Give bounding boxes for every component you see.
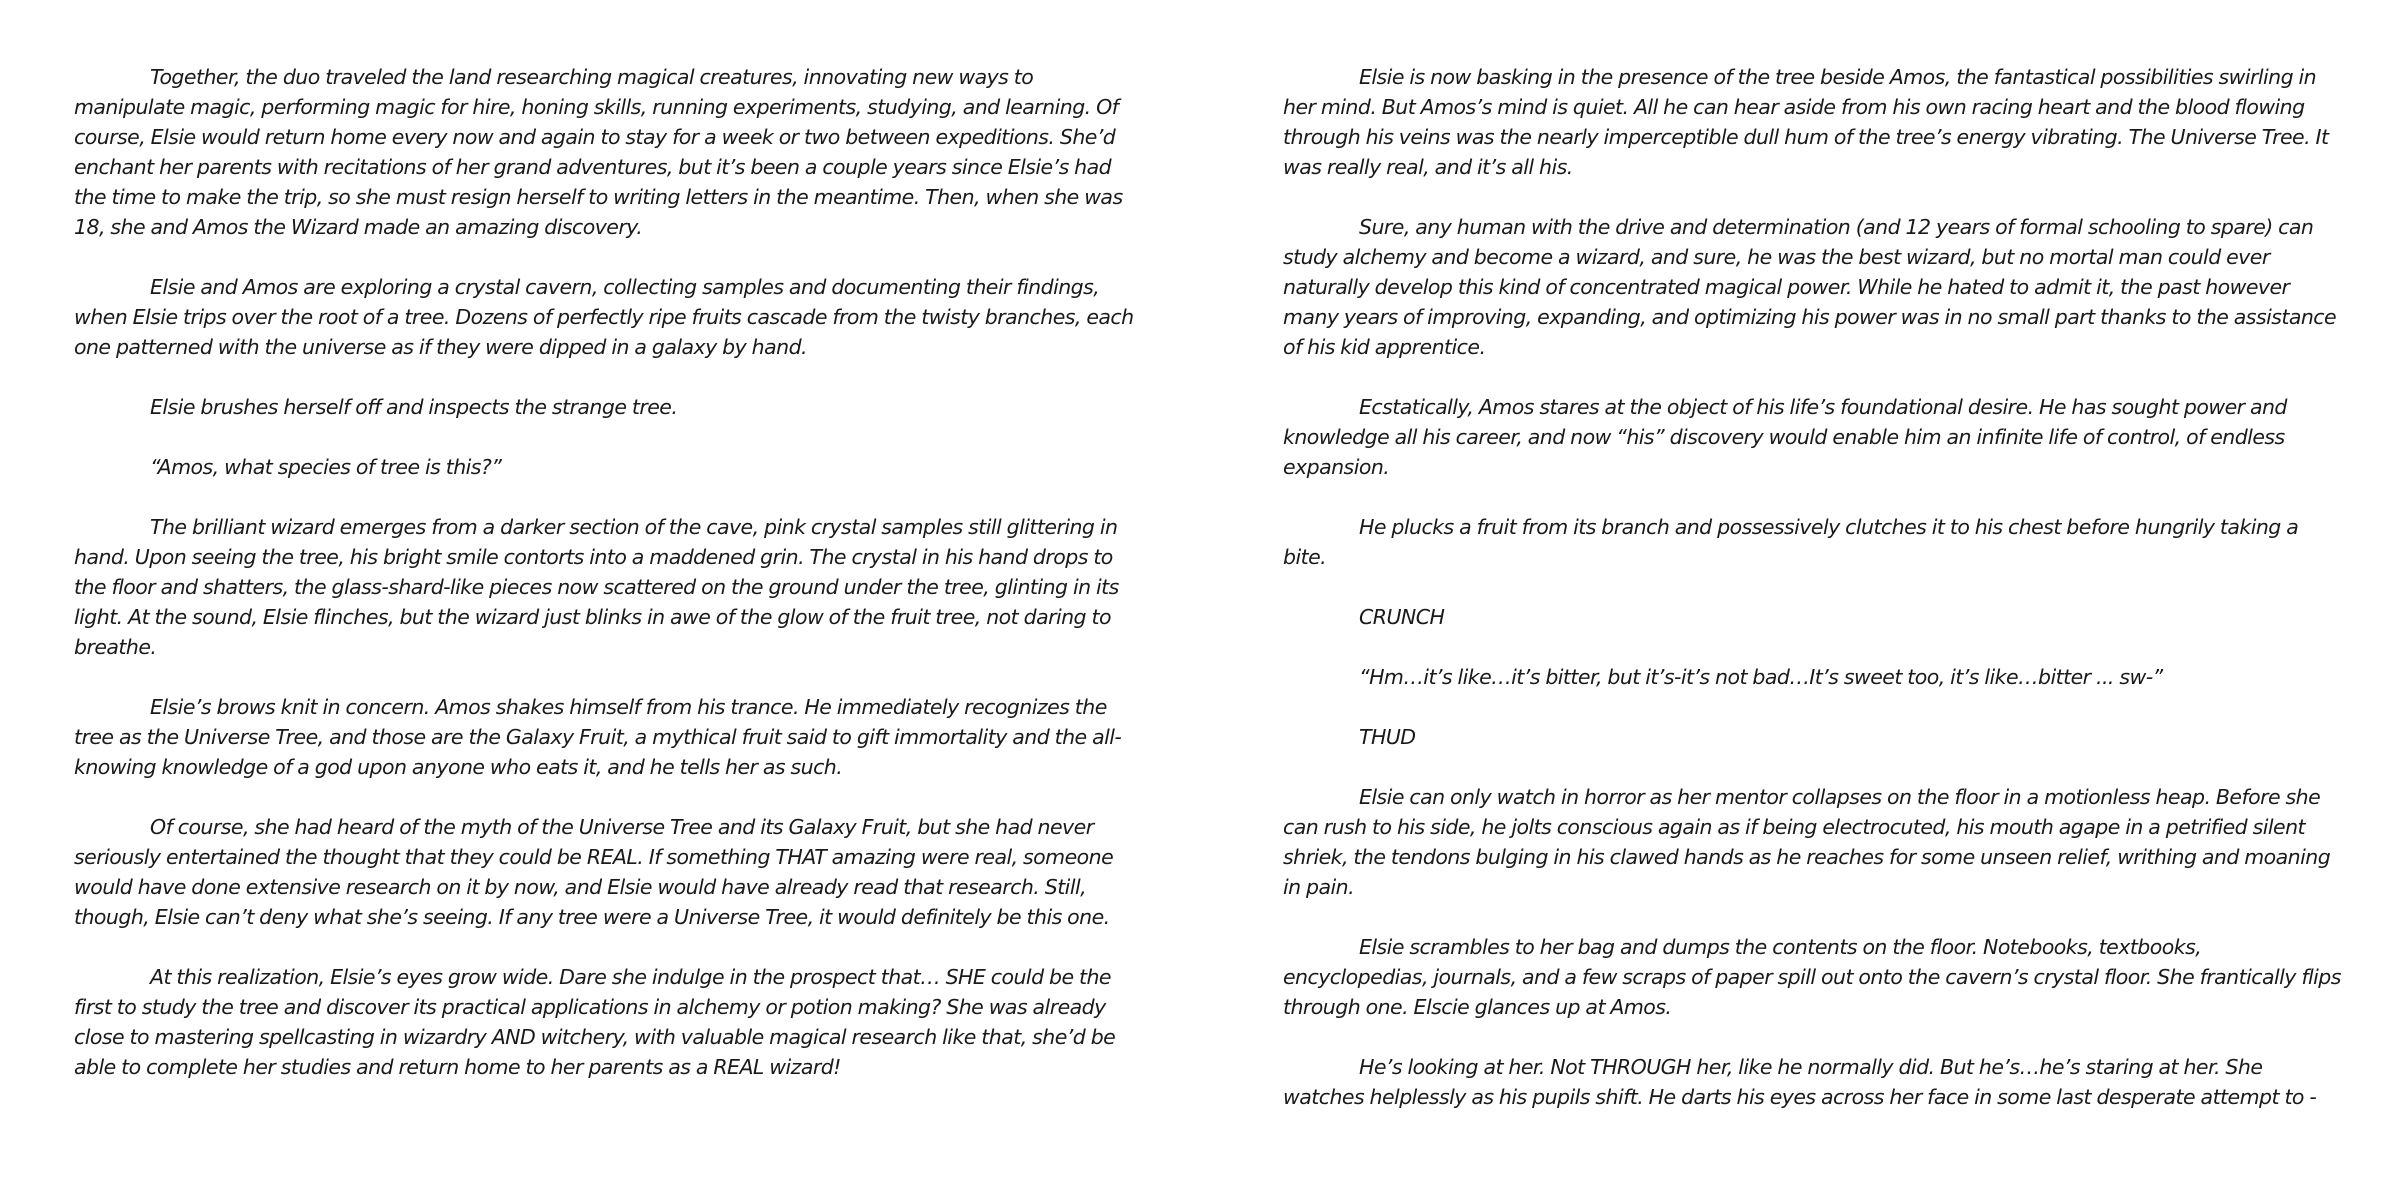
left-paragraph-7: Of course, she had heard of the myth of the Universe Tree and its Galaxy Fruit, but she had never seriously entertained the thought that they could be REAL. If something THAT amazing were real, someone would have done extensive research on it by now, and Elsie would have already read that research. Still, though, Elsie can’t deny what she’s seeing. If any tree were a Universe Tree, it would definitely be this one. [74, 815, 1114, 929]
left-page [74, 62, 1134, 1112]
right-paragraph-6: “Hm…it’s like…it’s bitter, but it’s-it’s not bad…It’s sweet too, it’s like…bitter ... sw-” [1359, 665, 2163, 689]
left-paragraph-1: Together, the duo traveled the land researching magical creatures, innovating new ways to manipulate magic, performing magic for hire, honing skills, running experiments, studying, and learning. Of course, Elsie would return home every now and again to stay for a week or two between expeditions. She’d enchant her parents with recitations of her grand adventures, but it’s been a couple years since Elsie’s had the time to make the trip, so she must resign herself to writing letters in the meantime. Then, when she was 18, she and Amos the Wizard made an amazing discovery. [74, 65, 1123, 239]
right-paragraph-10: He’s looking at her. Not THROUGH her, like he normally did. But he’s…he’s staring at her. She watches helplessly as his pupils shift. He darts his eyes across her face in some last desperate attempt to - [1283, 1055, 2317, 1109]
right-paragraph-4: He plucks a fruit from its branch and possessively clutches it to his chest before hungrily taking a bite. [1283, 515, 2299, 569]
right-paragraph-8: Elsie can only watch in horror as her mentor collapses on the floor in a motionless heap. Before she can rush to his side, he jolts conscious again as if being electrocuted, his mouth agape in a petrified silent shriek, the tendons bulging in his clawed hands as he reaches for some unseen relief, writhing and moaning in pain. [1283, 785, 2331, 899]
left-paragraph-3: Elsie brushes herself off and inspects the strange tree. [150, 395, 678, 419]
right-paragraph-9: Elsie scrambles to her bag and dumps the contents on the floor. Notebooks, textbooks, encyclopedias, journals, and a few scraps of paper spill out onto the cavern’s crystal floor. She frantically flips through one. Elscie glances up at Amos. [1283, 935, 2341, 1019]
left-paragraph-2: Elsie and Amos are exploring a crystal cavern, collecting samples and documenting their findings, when Elsie trips over the root of a tree. Dozens of perfectly ripe fruits cascade from the twisty branches, each one patterned with the universe as if they were dipped in a galaxy by hand. [74, 275, 1134, 359]
right-page [1283, 62, 2343, 1142]
left-paragraph-5: The brilliant wizard emerges from a darker section of the cave, pink crystal samples still glittering in hand. Upon seeing the tree, his bright smile contorts into a maddened grin. The crystal in his hand drops to the floor and shatters, the glass-shard-like pieces now scattered on the ground under the tree, glinting in its light. At the sound, Elsie flinches, but the wizard just blinks in awe of the glow of the fruit tree, not daring to breathe. [74, 515, 1119, 659]
right-paragraph-5: CRUNCH [1359, 605, 1445, 629]
right-paragraph-3: Ecstatically, Amos stares at the object of his life’s foundational desire. He has sought power and knowledge all his career, and now “his” discovery would enable him an infinite life of control, of endless expansion. [1283, 395, 2287, 479]
right-paragraph-7: THUD [1359, 725, 1416, 749]
left-paragraph-6: Elsie’s brows knit in concern. Amos shakes himself from his trance. He immediately recognizes the tree as the Universe Tree, and those are the Galaxy Fruit, a mythical fruit said to gift immortality and the all-knowing knowledge of a god upon anyone who eats it, and he tells her as such. [74, 695, 1122, 779]
left-paragraph-8: At this realization, Elsie’s eyes grow wide. Dare she indulge in the prospect that… SHE could be the first to study the tree and discover its practical applications in alchemy or potion making? She was already close to mastering spellcasting in wizardry AND witchery, with valuable magical research like that, she’d be able to complete her studies and return home to her parents as a REAL wizard! [74, 965, 1116, 1079]
left-paragraph-4: “Amos, what species of tree is this?” [150, 455, 502, 479]
right-paragraph-2: Sure, any human with the drive and determination (and 12 years of formal schooling to spare) can study alchemy and become a wizard, and sure, he was the best wizard, but no mortal man could ever naturally develop this kind of concentrated magical power. While he hated to admit it, the past however many years of improving, expanding, and optimizing his power was in no small part thanks to the assistance of his kid apprentice. [1283, 215, 2337, 359]
right-paragraph-1: Elsie is now basking in the presence of the tree beside Amos, the fantastical possibilities swirling in her mind. But Amos’s mind is quiet. All he can hear aside from his own racing heart and the blood flowing through his veins was the nearly imperceptible dull hum of the tree’s energy vibrating. The Universe Tree. It was really real, and it’s all his. [1283, 65, 2329, 179]
